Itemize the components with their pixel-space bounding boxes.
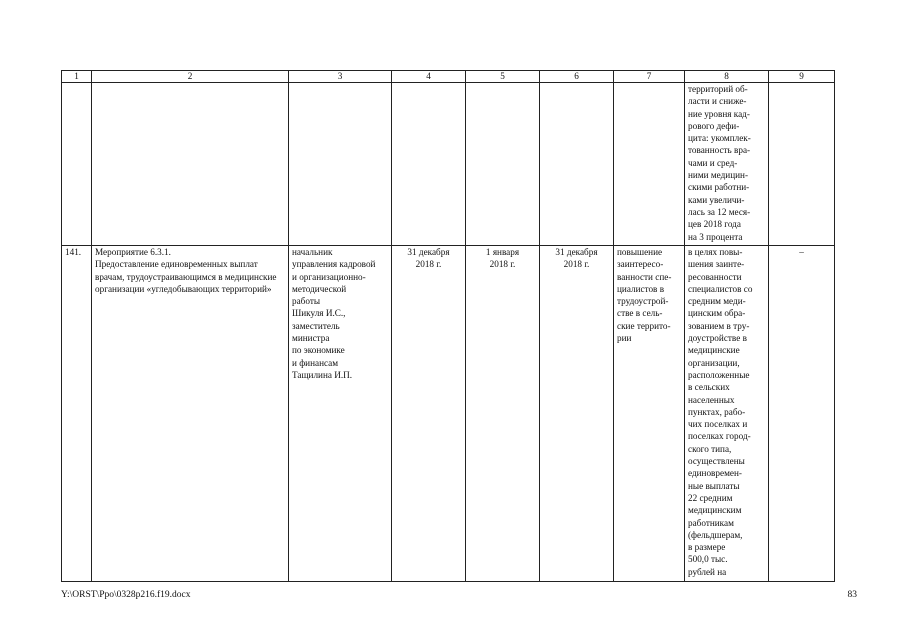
table-row-continued (62, 83, 835, 246)
header-cell: 4 (392, 71, 466, 83)
header-cell: 1 (62, 71, 92, 83)
result-cell: территорий об- ласти и сниже- ние уровня кад- рового дефи- цита: укомплек- тованность вра- чами и сред- ними медицин- скими работни- ками увеличи- лась за 12 меся- цев 2018 года на 3 процента (685, 83, 769, 246)
start-date-cell: 1 января 2018 г. (466, 246, 540, 582)
header-cell: 5 (466, 71, 540, 83)
header-row (62, 71, 835, 83)
header-cell: 7 (614, 71, 685, 83)
end-date-cell: 31 декабря 2018 г. (540, 246, 614, 582)
table-cell (614, 83, 685, 246)
deadline-cell: 31 декабря 2018 г. (392, 246, 466, 582)
note-cell: – (769, 246, 835, 582)
header-cell: 9 (769, 71, 835, 83)
header-cell: 6 (540, 71, 614, 83)
table-row-141 (62, 246, 835, 582)
header-cell: 2 (92, 71, 289, 83)
row-number: 141. (62, 246, 92, 582)
table-cell (289, 83, 392, 246)
header-cell: 8 (685, 71, 769, 83)
result-cell: в целях повы- шения заинте- ресованности специалистов со средним меди- цинским обра- зованием в тру- доустройстве в медицинские организации, расположенные в сельских населенных пунктах, рабо- чих поселках и поселках город- ского типа, осуществлены единовремен- ные выплаты 22 средним медицинским работникам (фельдшерам, в размере 500,0 тыс. рублей на (685, 246, 769, 582)
table-cell (92, 83, 289, 246)
table-cell (392, 83, 466, 246)
table-cell (769, 83, 835, 246)
table-cell (540, 83, 614, 246)
header-cell: 3 (289, 71, 392, 83)
plan-table (61, 70, 835, 582)
table-cell (466, 83, 540, 246)
table-cell (62, 83, 92, 246)
activity-cell: Мероприятие 6.3.1. Предоставление единовременных выплат врачам, трудоустраивающимся в медицинские организации «угледобывающих территорий» (92, 246, 289, 582)
responsible-cell: начальник управления кадровой и организационно- методической работы Шикуля И.С., заместитель министра по экономике и финансам Тащилина И.П. (289, 246, 392, 582)
expected-result-cell: повышение заинтересо- ванности спе- циалистов в трудоустрой- стве в сель- ские террито- рии (614, 246, 685, 582)
document-path: Y:\ORST\Ppo\0328p216.f19.docx (61, 590, 191, 600)
page-number: 83 (847, 590, 857, 600)
